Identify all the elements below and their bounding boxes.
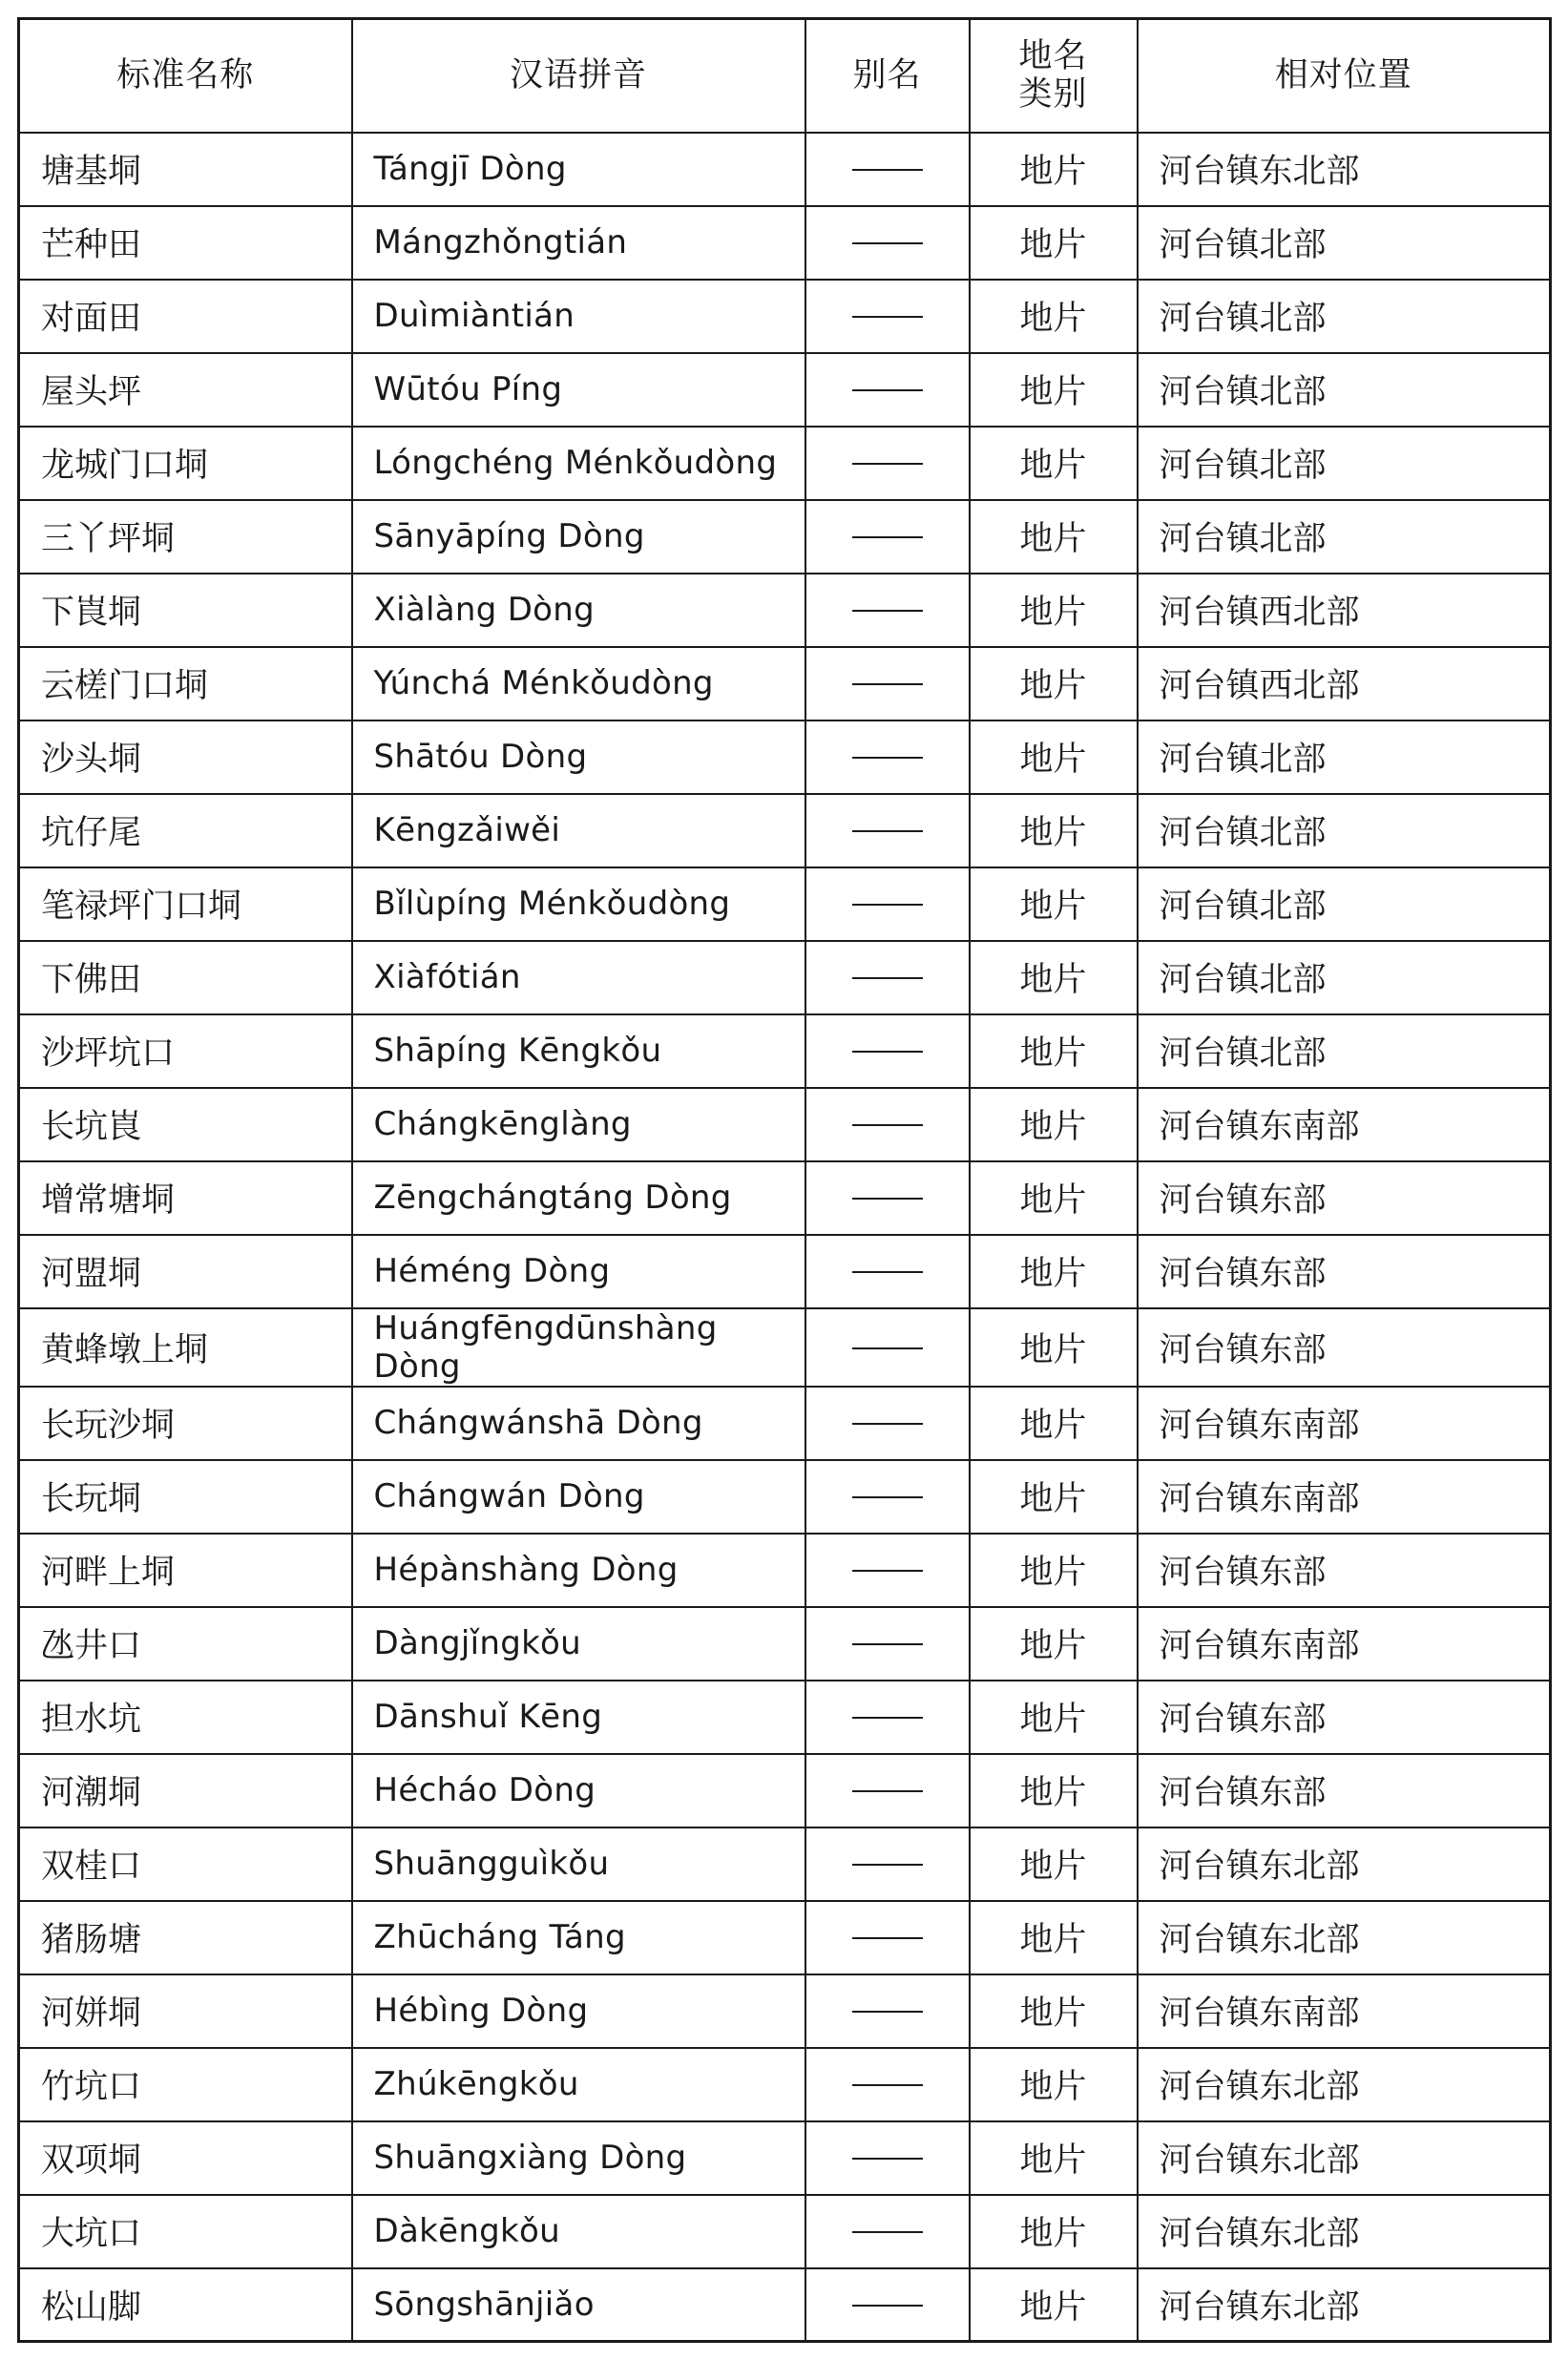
cell-standard-name: 长玩沙垌 [19, 1387, 352, 1460]
alias-none-dash [852, 463, 923, 465]
cell-alias [805, 2268, 970, 2342]
cell-pinyin: Hécháo Dòng [352, 1754, 805, 1827]
cell-pinyin: Zhúkēngkǒu [352, 2048, 805, 2121]
cell-place-type: 地片 [970, 1387, 1138, 1460]
table-row [19, 280, 1551, 353]
cell-alias [805, 941, 970, 1014]
table-row [19, 647, 1551, 721]
header-alias: 别名 [805, 19, 970, 133]
cell-place-type: 地片 [970, 1901, 1138, 1974]
cell-standard-name: 松山脚 [19, 2268, 352, 2342]
header-standard-name: 标准名称 [19, 19, 352, 133]
alias-none-dash [852, 1271, 923, 1273]
cell-alias [805, 1088, 970, 1161]
cell-relative-position: 河台镇西北部 [1138, 647, 1551, 721]
cell-relative-position: 河台镇东南部 [1138, 1460, 1551, 1534]
cell-pinyin: Kēngzǎiwěi [352, 794, 805, 867]
cell-relative-position: 河台镇东北部 [1138, 1901, 1551, 1974]
cell-relative-position: 河台镇北部 [1138, 794, 1551, 867]
cell-alias [805, 1161, 970, 1235]
cell-standard-name: 氹井口 [19, 1607, 352, 1681]
alias-none-dash [852, 242, 923, 244]
cell-place-type: 地片 [970, 133, 1138, 206]
cell-relative-position: 河台镇东北部 [1138, 2195, 1551, 2268]
alias-none-dash [852, 1496, 923, 1498]
cell-relative-position: 河台镇北部 [1138, 206, 1551, 280]
table-row [19, 867, 1551, 941]
cell-pinyin: Chángwán Dòng [352, 1460, 805, 1534]
table-row [19, 1460, 1551, 1534]
cell-standard-name: 河潮垌 [19, 1754, 352, 1827]
cell-relative-position: 河台镇北部 [1138, 1014, 1551, 1088]
cell-alias [805, 2121, 970, 2195]
alias-none-dash [852, 1423, 923, 1425]
alias-none-dash [852, 1790, 923, 1792]
place-name-table [17, 17, 1552, 2343]
cell-alias [805, 1387, 970, 1460]
cell-relative-position: 河台镇北部 [1138, 353, 1551, 427]
cell-place-type: 地片 [970, 1974, 1138, 2048]
cell-relative-position: 河台镇东北部 [1138, 133, 1551, 206]
cell-place-type: 地片 [970, 2121, 1138, 2195]
cell-place-type: 地片 [970, 1088, 1138, 1161]
table-row [19, 721, 1551, 794]
alias-none-dash [852, 2305, 923, 2307]
cell-standard-name: 双桂口 [19, 1827, 352, 1901]
cell-place-type: 地片 [970, 353, 1138, 427]
cell-standard-name: 担水坑 [19, 1681, 352, 1754]
alias-none-dash [852, 977, 923, 979]
cell-relative-position: 河台镇东部 [1138, 1681, 1551, 1754]
cell-pinyin: Bǐlùpíng Ménkǒudòng [352, 867, 805, 941]
alias-none-dash [852, 1124, 923, 1126]
table-row [19, 353, 1551, 427]
cell-pinyin: Shātóu Dòng [352, 721, 805, 794]
alias-none-dash [852, 389, 923, 391]
cell-alias [805, 1534, 970, 1607]
table-row [19, 500, 1551, 574]
alias-none-dash [852, 169, 923, 171]
alias-none-dash [852, 1937, 923, 1939]
cell-pinyin: Zēngchángtáng Dòng [352, 1161, 805, 1235]
table-row [19, 941, 1551, 1014]
cell-alias [805, 1607, 970, 1681]
cell-standard-name: 对面田 [19, 280, 352, 353]
table-row [19, 2048, 1551, 2121]
cell-pinyin: Shuāngxiàng Dòng [352, 2121, 805, 2195]
cell-pinyin: Tángjī Dòng [352, 133, 805, 206]
cell-standard-name: 云槎门口垌 [19, 647, 352, 721]
cell-standard-name: 长玩垌 [19, 1460, 352, 1534]
cell-pinyin: Hébìng Dòng [352, 1974, 805, 2048]
cell-place-type: 地片 [970, 2195, 1138, 2268]
cell-place-type: 地片 [970, 427, 1138, 500]
cell-place-type: 地片 [970, 794, 1138, 867]
cell-place-type: 地片 [970, 206, 1138, 280]
table-row [19, 1014, 1551, 1088]
alias-none-dash [852, 683, 923, 685]
cell-place-type: 地片 [970, 1235, 1138, 1308]
cell-alias [805, 280, 970, 353]
table-row [19, 206, 1551, 280]
cell-place-type: 地片 [970, 280, 1138, 353]
cell-place-type: 地片 [970, 1460, 1138, 1534]
cell-place-type: 地片 [970, 867, 1138, 941]
cell-pinyin: Chángwánshā Dòng [352, 1387, 805, 1460]
cell-standard-name: 笔禄坪门口垌 [19, 867, 352, 941]
cell-relative-position: 河台镇东南部 [1138, 1387, 1551, 1460]
table-row [19, 1534, 1551, 1607]
cell-relative-position: 河台镇东北部 [1138, 2121, 1551, 2195]
cell-pinyin: Dānshuǐ Kēng [352, 1681, 805, 1754]
header-place-type [970, 19, 1138, 133]
cell-standard-name: 长坑崀 [19, 1088, 352, 1161]
cell-pinyin: Shāpíng Kēngkǒu [352, 1014, 805, 1088]
cell-relative-position: 河台镇东部 [1138, 1534, 1551, 1607]
cell-standard-name: 增常塘垌 [19, 1161, 352, 1235]
alias-none-dash [852, 1864, 923, 1866]
cell-place-type: 地片 [970, 1014, 1138, 1088]
cell-alias [805, 1901, 970, 1974]
cell-pinyin: Shuāngguìkǒu [352, 1827, 805, 1901]
table-row [19, 1235, 1551, 1308]
table-row [19, 1827, 1551, 1901]
cell-relative-position: 河台镇东北部 [1138, 2268, 1551, 2342]
cell-alias [805, 721, 970, 794]
cell-pinyin: Duìmiàntián [352, 280, 805, 353]
header-row [19, 19, 1551, 133]
cell-alias [805, 1308, 970, 1387]
cell-standard-name: 下崀垌 [19, 574, 352, 647]
alias-none-dash [852, 1051, 923, 1053]
alias-none-dash [852, 1717, 923, 1719]
alias-none-dash [852, 1347, 923, 1349]
cell-place-type: 地片 [970, 1754, 1138, 1827]
alias-none-dash [852, 1198, 923, 1200]
cell-standard-name: 河盟垌 [19, 1235, 352, 1308]
cell-place-type: 地片 [970, 647, 1138, 721]
cell-pinyin: Héméng Dòng [352, 1235, 805, 1308]
cell-standard-name: 猪肠塘 [19, 1901, 352, 1974]
cell-standard-name: 屋头坪 [19, 353, 352, 427]
header-pinyin: 汉语拼音 [352, 19, 805, 133]
cell-pinyin: Mángzhǒngtián [352, 206, 805, 280]
table-row [19, 1308, 1551, 1387]
table-header [19, 19, 1551, 133]
cell-standard-name: 下佛田 [19, 941, 352, 1014]
table-row [19, 574, 1551, 647]
alias-none-dash [852, 2084, 923, 2086]
alias-none-dash [852, 2158, 923, 2160]
cell-alias [805, 1014, 970, 1088]
cell-relative-position: 河台镇北部 [1138, 867, 1551, 941]
cell-place-type: 地片 [970, 1161, 1138, 1235]
cell-standard-name: 黄蜂墩上垌 [19, 1308, 352, 1387]
table-row [19, 1754, 1551, 1827]
cell-alias [805, 2048, 970, 2121]
table-row [19, 1161, 1551, 1235]
cell-relative-position: 河台镇北部 [1138, 427, 1551, 500]
cell-place-type: 地片 [970, 2268, 1138, 2342]
cell-alias [805, 206, 970, 280]
cell-pinyin: Sānyāpíng Dòng [352, 500, 805, 574]
cell-alias [805, 1974, 970, 2048]
cell-pinyin: Zhūcháng Táng [352, 1901, 805, 1974]
cell-alias [805, 867, 970, 941]
cell-alias [805, 500, 970, 574]
cell-relative-position: 河台镇东北部 [1138, 2048, 1551, 2121]
cell-pinyin: Chángkēnglàng [352, 1088, 805, 1161]
cell-place-type: 地片 [970, 1534, 1138, 1607]
cell-place-type: 地片 [970, 1681, 1138, 1754]
cell-place-type: 地片 [970, 500, 1138, 574]
cell-pinyin: Sōngshānjiǎo [352, 2268, 805, 2342]
table-row [19, 794, 1551, 867]
cell-pinyin: Xiàlàng Dòng [352, 574, 805, 647]
cell-pinyin: Yúnchá Ménkǒudòng [352, 647, 805, 721]
cell-pinyin: Hépànshàng Dòng [352, 1534, 805, 1607]
cell-pinyin: Xiàfótián [352, 941, 805, 1014]
cell-place-type: 地片 [970, 721, 1138, 794]
alias-none-dash [852, 316, 923, 318]
cell-pinyin: Lóngchéng Ménkǒudòng [352, 427, 805, 500]
cell-place-type: 地片 [970, 574, 1138, 647]
table-row [19, 1974, 1551, 2048]
cell-alias [805, 133, 970, 206]
cell-pinyin: Dàkēngkǒu [352, 2195, 805, 2268]
alias-none-dash [852, 1570, 923, 1572]
cell-alias [805, 1827, 970, 1901]
cell-alias [805, 1681, 970, 1754]
cell-place-type: 地片 [970, 1308, 1138, 1387]
alias-none-dash [852, 610, 923, 612]
cell-relative-position: 河台镇东部 [1138, 1161, 1551, 1235]
cell-standard-name: 大坑口 [19, 2195, 352, 2268]
cell-relative-position: 河台镇东南部 [1138, 1607, 1551, 1681]
cell-standard-name: 三丫坪垌 [19, 500, 352, 574]
table-row [19, 133, 1551, 206]
cell-relative-position: 河台镇东部 [1138, 1235, 1551, 1308]
header-relative-position: 相对位置 [1138, 19, 1551, 133]
table-row [19, 427, 1551, 500]
cell-relative-position: 河台镇北部 [1138, 280, 1551, 353]
cell-alias [805, 794, 970, 867]
cell-place-type: 地片 [970, 1827, 1138, 1901]
cell-alias [805, 1235, 970, 1308]
cell-standard-name: 河畔上垌 [19, 1534, 352, 1607]
cell-alias [805, 2195, 970, 2268]
table-body [19, 133, 1551, 2342]
document-page [17, 17, 1549, 2343]
cell-alias [805, 647, 970, 721]
alias-none-dash [852, 757, 923, 759]
alias-none-dash [852, 536, 923, 538]
table-row [19, 2195, 1551, 2268]
cell-relative-position: 河台镇西北部 [1138, 574, 1551, 647]
cell-standard-name: 双项垌 [19, 2121, 352, 2195]
cell-alias [805, 427, 970, 500]
table-row [19, 2121, 1551, 2195]
cell-pinyin: Wūtóu Píng [352, 353, 805, 427]
cell-standard-name: 芒种田 [19, 206, 352, 280]
cell-standard-name: 坑仔尾 [19, 794, 352, 867]
cell-relative-position: 河台镇北部 [1138, 500, 1551, 574]
cell-standard-name: 塘基垌 [19, 133, 352, 206]
cell-relative-position: 河台镇东部 [1138, 1754, 1551, 1827]
cell-alias [805, 353, 970, 427]
cell-relative-position: 河台镇北部 [1138, 721, 1551, 794]
cell-alias [805, 1460, 970, 1534]
alias-none-dash [852, 830, 923, 832]
cell-standard-name: 沙坪坑口 [19, 1014, 352, 1088]
table-row [19, 1088, 1551, 1161]
table-row [19, 1681, 1551, 1754]
table-row [19, 1387, 1551, 1460]
alias-none-dash [852, 904, 923, 906]
cell-relative-position: 河台镇东南部 [1138, 1974, 1551, 2048]
table-row [19, 1607, 1551, 1681]
cell-place-type: 地片 [970, 2048, 1138, 2121]
cell-standard-name: 沙头垌 [19, 721, 352, 794]
table-row [19, 2268, 1551, 2342]
alias-none-dash [852, 1643, 923, 1645]
cell-alias [805, 574, 970, 647]
cell-standard-name: 竹坑口 [19, 2048, 352, 2121]
cell-pinyin: Dàngjǐngkǒu [352, 1607, 805, 1681]
alias-none-dash [852, 2231, 923, 2233]
table-row [19, 1901, 1551, 1974]
cell-relative-position: 河台镇东南部 [1138, 1088, 1551, 1161]
cell-relative-position: 河台镇北部 [1138, 941, 1551, 1014]
cell-relative-position: 河台镇东北部 [1138, 1827, 1551, 1901]
cell-pinyin: Huángfēngdūnshàng Dòng [352, 1308, 805, 1387]
header-place-type-label: 地名 类别 [1018, 37, 1088, 115]
cell-alias [805, 1754, 970, 1827]
cell-relative-position: 河台镇东部 [1138, 1308, 1551, 1387]
cell-place-type: 地片 [970, 1607, 1138, 1681]
cell-standard-name: 河姘垌 [19, 1974, 352, 2048]
cell-standard-name: 龙城门口垌 [19, 427, 352, 500]
cell-place-type: 地片 [970, 941, 1138, 1014]
alias-none-dash [852, 2011, 923, 2013]
